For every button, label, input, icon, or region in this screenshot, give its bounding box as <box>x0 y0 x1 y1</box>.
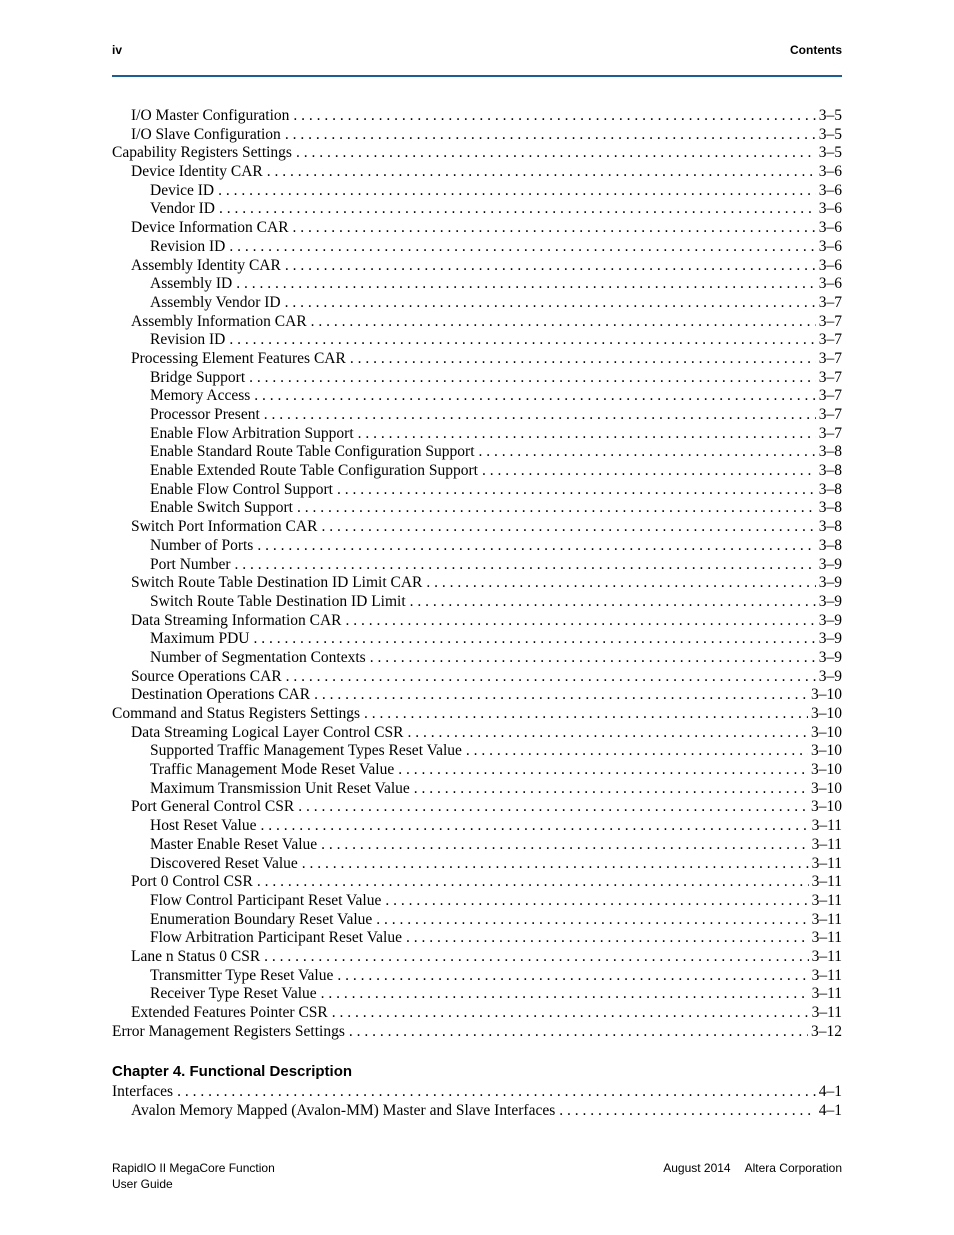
toc-entry[interactable] <box>112 518 842 537</box>
dot-leader <box>264 948 808 967</box>
footer-document <box>112 1160 275 1192</box>
dot-leader <box>257 873 809 892</box>
toc-entry-title: Discovered Reset Value <box>150 854 298 872</box>
toc-entry-page: 3–6 <box>818 256 842 274</box>
toc-entry[interactable] <box>112 387 842 406</box>
page-number: iv <box>112 43 123 57</box>
toc-entry-page: 3–6 <box>818 219 842 237</box>
toc-entry[interactable] <box>112 1023 842 1042</box>
toc-entry[interactable] <box>112 126 842 145</box>
toc-entry[interactable] <box>112 836 842 855</box>
toc-entry-page: 3–8 <box>818 499 842 517</box>
footer-date: August 2014 <box>663 1161 731 1175</box>
dot-leader <box>285 294 816 313</box>
dot-leader <box>398 761 808 780</box>
toc-entry-page: 3–6 <box>818 200 842 218</box>
toc-entry[interactable] <box>112 742 842 761</box>
toc-entry-page: 3–11 <box>811 947 842 965</box>
dot-leader <box>410 593 816 612</box>
toc-entry[interactable] <box>112 724 842 743</box>
dot-leader <box>370 649 816 668</box>
toc-entry-title: Master Enable Reset Value <box>150 835 318 853</box>
toc-entry-page: 3–8 <box>818 518 842 536</box>
toc-entry-page: 3–10 <box>811 686 842 704</box>
dot-leader <box>407 724 808 743</box>
toc-entry-title: Device Identity CAR <box>131 163 263 181</box>
toc-entry[interactable] <box>112 257 842 276</box>
toc-entry[interactable] <box>112 873 842 892</box>
toc-entry-title: Enable Extended Route Table Configuration Support <box>150 462 478 480</box>
toc-entry-page: 3–5 <box>818 125 842 143</box>
toc-entry-title: Assembly Vendor ID <box>150 293 281 311</box>
toc-entry-page: 3–10 <box>811 798 842 816</box>
toc-entry-title: Number of Segmentation Contexts <box>150 648 366 666</box>
chapter-heading[interactable]: Chapter 4. Functional Description <box>112 1063 353 1080</box>
toc-entry-page: 3–7 <box>818 387 842 405</box>
toc-entry-page: 3–9 <box>818 611 842 629</box>
dot-leader <box>311 313 816 332</box>
toc-entry[interactable] <box>112 612 842 631</box>
toc-entry[interactable] <box>112 443 842 462</box>
toc-entry-page: 3–11 <box>811 891 842 909</box>
toc-entry-title: Enable Flow Control Support <box>150 480 333 498</box>
toc-entry-page: 3–9 <box>818 592 842 610</box>
dot-leader <box>332 1004 809 1023</box>
toc-entry[interactable] <box>112 369 842 388</box>
toc-entry-title: Host Reset Value <box>150 817 257 835</box>
toc-entry-title: Traffic Management Mode Reset Value <box>150 761 395 779</box>
toc-entry-page: 3–11 <box>811 910 842 928</box>
toc-entry-title: Vendor ID <box>150 200 215 218</box>
toc-entry[interactable] <box>112 163 842 182</box>
toc-entry[interactable] <box>112 911 842 930</box>
toc-entry-title: Switch Port Information CAR <box>131 518 318 536</box>
toc-entry-title: Data Streaming Logical Layer Control CSR <box>131 723 404 741</box>
toc-entry-page: 3–10 <box>811 761 842 779</box>
toc-entry[interactable] <box>112 238 842 257</box>
dot-leader <box>297 499 816 518</box>
dot-leader <box>479 443 816 462</box>
dot-leader <box>346 612 816 631</box>
dot-leader <box>466 742 808 761</box>
dot-leader <box>219 200 816 219</box>
toc-entry[interactable] <box>112 313 842 332</box>
header-rule <box>112 75 842 77</box>
dot-leader <box>229 331 815 350</box>
toc-entry[interactable] <box>112 780 842 799</box>
toc-entry-page: 3–9 <box>818 630 842 648</box>
dot-leader <box>218 182 816 201</box>
dot-leader <box>414 780 808 799</box>
toc-entry-page: 3–7 <box>818 331 842 349</box>
toc-entry-title: Enable Flow Arbitration Support <box>150 424 354 442</box>
toc-entry[interactable] <box>112 425 842 444</box>
dot-leader <box>267 163 816 182</box>
toc-entry-title: Destination Operations CAR <box>131 686 311 704</box>
toc-entry-page: 3–8 <box>818 536 842 554</box>
dot-leader <box>264 406 816 425</box>
dot-leader <box>364 705 808 724</box>
toc-entry-page: 3–10 <box>811 705 842 722</box>
running-header-section: Contents <box>790 43 842 57</box>
toc-entry-title: Number of Ports <box>150 536 254 554</box>
toc-entry[interactable] <box>112 948 842 967</box>
toc-entry-title: Interfaces <box>112 1083 174 1100</box>
dot-leader <box>298 798 808 817</box>
toc-entry[interactable] <box>112 537 842 556</box>
toc-entry[interactable] <box>112 200 842 219</box>
toc-chapter-list <box>112 1083 842 1120</box>
toc-entry-title: Memory Access <box>150 387 251 405</box>
toc-entry-title: Capability Registers Settings <box>112 144 292 162</box>
toc-entry[interactable] <box>112 331 842 350</box>
toc-entry-page: 3–11 <box>811 929 842 947</box>
toc-entry-title: Transmitter Type Reset Value <box>150 966 334 984</box>
toc-entry[interactable] <box>112 275 842 294</box>
toc-entry[interactable] <box>112 798 842 817</box>
dot-leader <box>254 387 815 406</box>
dot-leader <box>314 686 808 705</box>
toc-entry-page: 4–1 <box>818 1083 842 1100</box>
toc-entry-page: 3–5 <box>818 107 842 124</box>
dot-leader <box>285 257 816 276</box>
toc-entry-title: Source Operations CAR <box>131 667 282 685</box>
dot-leader <box>358 425 816 444</box>
dot-leader <box>321 985 809 1004</box>
toc-entry-page: 3–11 <box>811 873 842 891</box>
toc-entry[interactable] <box>112 761 842 780</box>
toc-entry-page: 3–7 <box>818 312 842 330</box>
toc-entry[interactable] <box>112 219 842 238</box>
dot-leader <box>559 1102 815 1121</box>
dot-leader <box>321 836 808 855</box>
toc-entry-page: 3–7 <box>818 293 842 311</box>
footer-doc-title: RapidIO II MegaCore Function <box>112 1161 275 1175</box>
toc-entry[interactable] <box>112 668 842 687</box>
dot-leader <box>302 855 809 874</box>
dot-leader <box>229 238 815 257</box>
dot-leader <box>293 107 815 126</box>
toc-entry-title: Enumeration Boundary Reset Value <box>150 910 373 928</box>
toc-entry-title: Revision ID <box>150 331 226 349</box>
toc-entry[interactable] <box>112 593 842 612</box>
toc-entry-title: Assembly Identity CAR <box>131 256 281 274</box>
dot-leader <box>235 556 816 575</box>
toc-entry-title: Lane n Status 0 CSR <box>131 947 261 965</box>
footer-publisher <box>663 1160 842 1176</box>
dot-leader <box>385 892 808 911</box>
toc-entry-title: Avalon Memory Mapped (Avalon-MM) Master and Slave Interfaces <box>131 1101 556 1119</box>
toc-entry[interactable] <box>112 574 842 593</box>
toc-entry[interactable] <box>112 892 842 911</box>
toc-entry[interactable] <box>112 1004 842 1023</box>
dot-leader <box>296 144 816 163</box>
toc-entry-page: 3–6 <box>818 237 842 255</box>
toc-entry[interactable] <box>112 350 842 369</box>
dot-leader <box>337 481 816 500</box>
toc-entry-page: 3–6 <box>818 181 842 199</box>
toc-entry-page: 3–11 <box>811 835 842 853</box>
toc-entry-title: Command and Status Registers Settings <box>112 705 360 722</box>
toc-entry-title: I/O Slave Configuration <box>131 125 281 143</box>
toc-entry[interactable] <box>112 985 842 1004</box>
dot-leader <box>426 574 815 593</box>
toc-entry-page: 3–11 <box>811 966 842 984</box>
toc-entry-page: 3–7 <box>818 368 842 386</box>
toc-entry[interactable] <box>112 182 842 201</box>
toc-entry-title: Assembly ID <box>150 275 233 293</box>
toc-entry-title: Port Number <box>150 555 231 573</box>
dot-leader <box>337 967 808 986</box>
toc-entry-page: 3–9 <box>818 667 842 685</box>
toc-entry-page: 3–6 <box>818 275 842 293</box>
toc-entry-page: 3–5 <box>818 144 842 162</box>
toc-entry-page: 3–10 <box>811 779 842 797</box>
toc-entry[interactable] <box>112 686 842 705</box>
toc-entry[interactable] <box>112 1102 842 1121</box>
toc-entry-page: 3–8 <box>818 462 842 480</box>
dot-leader <box>257 537 815 556</box>
dot-leader <box>260 817 808 836</box>
toc-entry-title: Supported Traffic Management Types Reset Value <box>150 742 462 760</box>
toc-entry-page: 3–7 <box>818 406 842 423</box>
toc-entry-title: Assembly Information CAR <box>131 312 307 330</box>
dot-leader <box>293 219 816 238</box>
toc-entry[interactable] <box>112 855 842 874</box>
toc-entry[interactable] <box>112 462 842 481</box>
toc-entry-title: Revision ID <box>150 237 226 255</box>
toc-entry[interactable] <box>112 107 842 126</box>
dot-leader <box>249 369 816 388</box>
toc-entry-page: 3–7 <box>818 349 842 367</box>
dot-leader <box>406 929 809 948</box>
dot-leader <box>376 911 808 930</box>
toc-entry-title: Port 0 Control CSR <box>131 873 253 891</box>
toc-entry-page: 3–11 <box>811 817 842 835</box>
toc-entry-title: Port General Control CSR <box>131 798 295 816</box>
toc-entry-title: Flow Control Participant Reset Value <box>150 891 382 909</box>
toc-entry-title: Flow Arbitration Participant Reset Value <box>150 929 402 947</box>
toc-entry-title: Bridge Support <box>150 368 246 386</box>
toc-entry[interactable] <box>112 929 842 948</box>
toc-entry-page: 3–12 <box>811 1022 842 1040</box>
toc-entry-title: Switch Route Table Destination ID Limit CAR <box>131 574 423 592</box>
toc-entry-title: Extended Features Pointer CSR <box>131 1004 328 1021</box>
toc-entry-page: 4–1 <box>818 1101 842 1119</box>
toc-entry-title: Processor Present <box>150 406 260 423</box>
toc-entry-page: 3–9 <box>818 555 842 573</box>
toc-entry-page: 3–8 <box>818 480 842 498</box>
toc-entry-page: 3–7 <box>818 424 842 442</box>
toc-entry-page: 3–11 <box>811 985 842 1003</box>
toc-entry[interactable] <box>112 406 842 425</box>
toc-entry[interactable] <box>112 481 842 500</box>
footer-doc-subtitle: User Guide <box>112 1177 173 1191</box>
toc-entry[interactable] <box>112 630 842 649</box>
dot-leader <box>349 1023 808 1042</box>
toc-list <box>112 107 842 1041</box>
toc-entry-page: 3–11 <box>811 854 842 872</box>
toc-entry[interactable] <box>112 817 842 836</box>
toc-entry-page: 3–9 <box>818 574 842 592</box>
toc-entry-title: Enable Switch Support <box>150 499 293 517</box>
footer-company: Altera Corporation <box>744 1161 842 1175</box>
toc-entry-title: Switch Route Table Destination ID Limit <box>150 592 406 610</box>
toc-entry-page: 3–9 <box>818 648 842 666</box>
toc-entry[interactable] <box>112 499 842 518</box>
toc-entry[interactable] <box>112 649 842 668</box>
dot-leader <box>285 126 816 145</box>
dot-leader <box>321 518 815 537</box>
toc-entry[interactable] <box>112 294 842 313</box>
toc-entry[interactable] <box>112 705 842 724</box>
toc-entry-title: Device ID <box>150 181 215 199</box>
toc-entry-page: 3–10 <box>811 723 842 741</box>
dot-leader <box>286 668 816 687</box>
toc-entry-title: Device Information CAR <box>131 219 289 237</box>
toc-entry-page: 3–11 <box>811 1004 842 1021</box>
toc-entry-title: Data Streaming Information CAR <box>131 611 342 629</box>
toc-entry[interactable] <box>112 1083 842 1102</box>
toc-entry-title: I/O Master Configuration <box>131 107 290 124</box>
toc-entry-title: Receiver Type Reset Value <box>150 985 317 1003</box>
toc-entry-title: Maximum Transmission Unit Reset Value <box>150 779 410 797</box>
dot-leader <box>253 630 815 649</box>
toc-entry[interactable] <box>112 556 842 575</box>
toc-entry-page: 3–6 <box>818 163 842 181</box>
toc-entry[interactable] <box>112 144 842 163</box>
toc-entry-title: Error Management Registers Settings <box>112 1022 345 1040</box>
dot-leader <box>482 462 816 481</box>
toc-entry-title: Enable Standard Route Table Configuration Support <box>150 443 475 461</box>
dot-leader <box>350 350 816 369</box>
toc-entry-title: Processing Element Features CAR <box>131 349 346 367</box>
dot-leader <box>177 1083 816 1102</box>
toc-entry-title: Maximum PDU <box>150 630 250 648</box>
toc-entry-page: 3–8 <box>818 443 842 461</box>
dot-leader <box>236 275 816 294</box>
toc-entry[interactable] <box>112 967 842 986</box>
toc-entry-page: 3–10 <box>811 742 842 760</box>
